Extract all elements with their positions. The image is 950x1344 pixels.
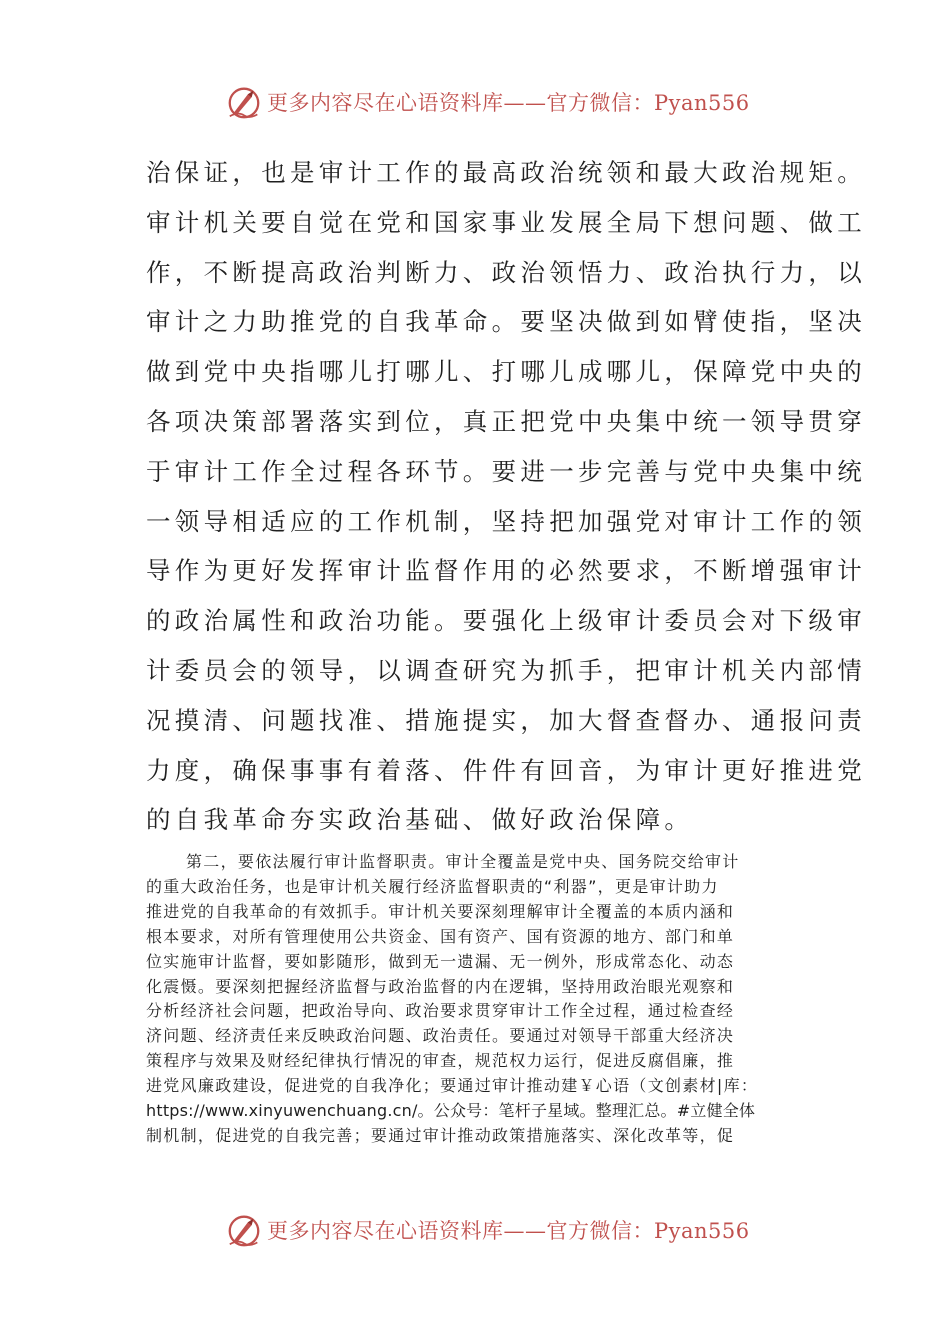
text-line: 审计机关要自觉在党和国家事业发展全局下想问题、做工 <box>146 207 866 237</box>
text-line-url: https://www.xinyuwenchuang.cn/。公众号：笔杆子星域。整理汇总。#立健全体 <box>146 1101 756 1121</box>
text-line: 各项决策部署落实到位，真正把党中央集中统一领导贯穿 <box>146 406 866 436</box>
text-line: 治保证，也是审计工作的最高政治统领和最大政治规矩。 <box>146 158 866 187</box>
main-paragraph-small <box>146 850 826 1149</box>
text-line: 根本要求，对所有管理使用公共资金、国有资产、国有资源的地方、部门和单 <box>146 926 735 946</box>
text-line: 计委员会的领导，以调查研究为抓手，把审计机关内部情 <box>146 655 866 685</box>
text-line: 的重大政治任务，也是审计机关履行经济监督职责的“利器”，更是审计助力 <box>146 876 719 896</box>
pen-nib-logo-icon <box>225 1211 263 1249</box>
text-line: 进党风廉政建设，促进党的自我净化；要通过审计推动建￥心语（文创素材|库： <box>146 1076 759 1096</box>
text-line: 力度，确保事事有着落、件件有回音，为审计更好推进党 <box>146 755 866 785</box>
text-line: 策程序与效果及财经纪律执行情况的审查，规范权力运行，促进反腐倡廉，推 <box>146 1051 735 1071</box>
text-line: 导作为更好发挥审计监督作用的必然要求，不断增强审计 <box>146 556 866 586</box>
text-line: 的政治属性和政治功能。要强化上级审计委员会对下级审 <box>146 606 866 636</box>
text-line: 作，不断提高政治判断力、政治领悟力、政治执行力，以 <box>146 257 866 287</box>
text-line: 推进党的自我革命的有效抓手。审计机关要深刻理解审计全覆盖的本质内涵和 <box>146 901 735 921</box>
text-line: 化震慑。要深刻把握经济监督与政治监督的内在逻辑，坚持用政治眼光观察和 <box>146 976 735 996</box>
header-banner <box>225 80 750 124</box>
text-line: 做到党中央指哪儿打哪儿、打哪儿成哪儿，保障党中央的 <box>146 357 866 387</box>
text-line: 的自我革命夯实政治基础、做好政治保障。 <box>146 805 694 835</box>
footer-banner-text: 更多内容尽在心语资料库——官方微信：Pyan556 <box>267 1219 750 1243</box>
footer-banner <box>225 1208 750 1252</box>
text-line: 一领导相适应的工作机制，坚持把加强党对审计工作的领 <box>146 506 866 536</box>
main-paragraph-large <box>146 148 866 845</box>
text-line: 第二，要依法履行审计监督职责。审计全覆盖是党中央、国务院交给审计 <box>186 852 740 871</box>
text-line: 位实施审计监督，要如影随形，做到无一遗漏、无一例外，形成常态化、动态 <box>146 951 735 971</box>
text-line: 审计之力助推党的自我革命。要坚决做到如臂使指，坚决 <box>146 307 866 337</box>
text-line: 制机制，促进党的自我完善；要通过审计推动政策措施落实、深化改革等，促 <box>146 1125 735 1145</box>
pen-nib-logo-icon <box>225 83 263 121</box>
text-line: 况摸清、问题找准、措施提实，加大督查督办、通报问责 <box>146 705 866 735</box>
text-line: 于审计工作全过程各环节。要进一步完善与党中央集中统 <box>146 456 866 486</box>
text-line: 济问题、经济责任来反映政治问题、政治责任。要通过对领导干部重大经济决 <box>146 1026 735 1046</box>
text-line: 分析经济社会问题，把政治导向、政治要求贯穿审计工作全过程，通过检查经 <box>146 1001 735 1021</box>
banner-text: 更多内容尽在心语资料库——官方微信：Pyan556 <box>267 91 750 115</box>
